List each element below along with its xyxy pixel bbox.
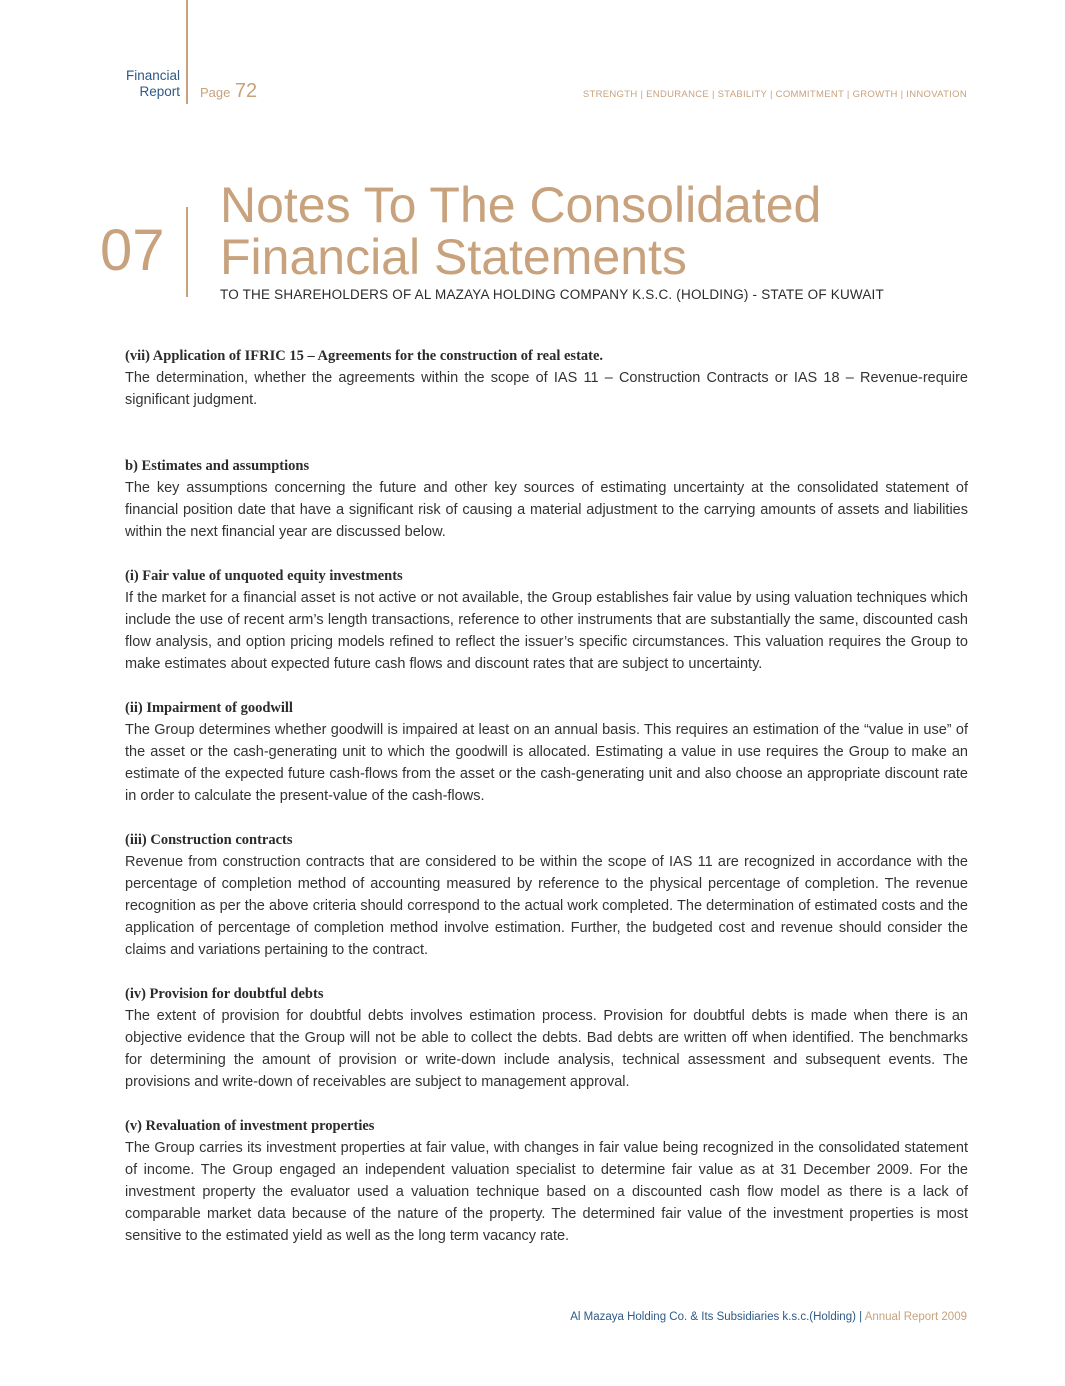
- note-heading: (i) Fair value of unquoted equity investments: [125, 568, 403, 584]
- section-title-line1: Notes To The Consolidated: [220, 177, 822, 233]
- section-number: 07: [100, 218, 165, 283]
- header-divider: [186, 0, 188, 104]
- note-block: [125, 1115, 968, 1247]
- note-body: The Group determines whether goodwill is impaired at least on an annual basis. This requires an estimation of the “value in use” of the asset or the cash-generating unit to which the goodwill is allocated. Estimating a value in use requires the Group to make an estimate of the expected future cash-flows from the asset or the cash-generating unit and also choose an appropriate discount rate in order to calculate the present-value of the cash-flows.: [125, 722, 968, 804]
- note-body: The determination, whether the agreements within the scope of IAS 11 – Construction Contracts or IAS 18 – Revenue-require significant judgment.: [125, 370, 968, 408]
- note-body: The Group carries its investment properties at fair value, with changes in fair value being recognized in the consolidated statement of income. The Group engaged an independent valuation specialist to determine fair value as at 31 December 2009. For the investment property the evaluator used a valuation technique based on a discounted cash flow model as there is a lack of comparable market data because of the nature of the property. The determined fair value of the investment properties is most sensitive to the estimated yield as well as the long term vacancy rate.: [125, 1140, 968, 1244]
- page-word: Page: [200, 85, 231, 100]
- note-block: [125, 455, 968, 543]
- section-divider: [186, 207, 188, 297]
- header-label-report: Report: [139, 84, 180, 99]
- note-heading: (iv) Provision for doubtful debts: [125, 986, 324, 1002]
- note-heading: (vii) Application of IFRIC 15 – Agreements for the construction of real estate.: [125, 348, 604, 364]
- page-footer: [570, 1311, 967, 1323]
- footer-report: Annual Report 2009: [864, 1311, 967, 1323]
- note-block: [125, 983, 968, 1093]
- section-title-line2: Financial Statements: [220, 229, 687, 285]
- footer-separator: |: [859, 1311, 863, 1323]
- page-number-value: 72: [234, 80, 258, 102]
- note-body: If the market for a financial asset is not active or not available, the Group establishes fair value by using valuation techniques which include the use of recent arm’s length transactions, reference to other instruments that are substantially the same, discounted cash flow analysis, and option pricing models refined to reflect the issuer’s specific circumstances. This valuation requires the Group to make estimates about expected future cash flows and discount rates that are subject to uncertainty.: [125, 590, 968, 672]
- note-heading: (ii) Impairment of goodwill: [125, 700, 293, 716]
- note-body: The key assumptions concerning the future and other key sources of estimating uncertainty at the consolidated statement of financial position date that have a significant risk of causing a material adjustment to the carrying amounts of assets and liabilities within the next financial year are discussed below.: [125, 480, 968, 540]
- header-tagline: STRENGTH | ENDURANCE | STABILITY | COMMITMENT | GROWTH | INNOVATION: [582, 89, 967, 100]
- page-number: [200, 80, 257, 103]
- note-heading: b) Estimates and assumptions: [125, 458, 310, 474]
- note-block: [125, 565, 968, 675]
- note-block: [125, 697, 968, 807]
- header-label-financial: Financial: [125, 68, 180, 83]
- section-subtitle: TO THE SHAREHOLDERS OF AL MAZAYA HOLDING COMPANY K.S.C. (HOLDING) - STATE OF KUWAIT: [220, 287, 884, 302]
- note-block: [125, 345, 968, 411]
- note-block: [125, 829, 968, 961]
- note-heading: (v) Revaluation of investment properties: [125, 1118, 375, 1134]
- footer-company: Al Mazaya Holding Co. & Its Subsidiaries k.s.c.(Holding): [570, 1311, 856, 1323]
- notes-content: [125, 345, 968, 1247]
- note-body: Revenue from construction contracts that are considered to be within the scope of IAS 11 are recognized in accordance with the percentage of completion method of accounting measured by reference to the physical percentage of completion. The revenue recognition as per the above criteria should correspond to the actual work completed. The determination of estimated costs and the application of percentage of completion method involve estimation. Further, the budgeted cost and revenue should consider the claims and variations pertaining to the contract.: [125, 854, 968, 958]
- note-heading: (iii) Construction contracts: [125, 832, 293, 848]
- note-body: The extent of provision for doubtful debts involves estimation process. Provision for doubtful debts is made when there is an objective evidence that the Group will not be able to collect the debts. Bad debts are written off when identified. The benchmarks for determining the amount of provision or write-down include analysis, technical assessment and subsequent events. The provisions and write-down of receivables are subject to management approval.: [125, 1008, 968, 1090]
